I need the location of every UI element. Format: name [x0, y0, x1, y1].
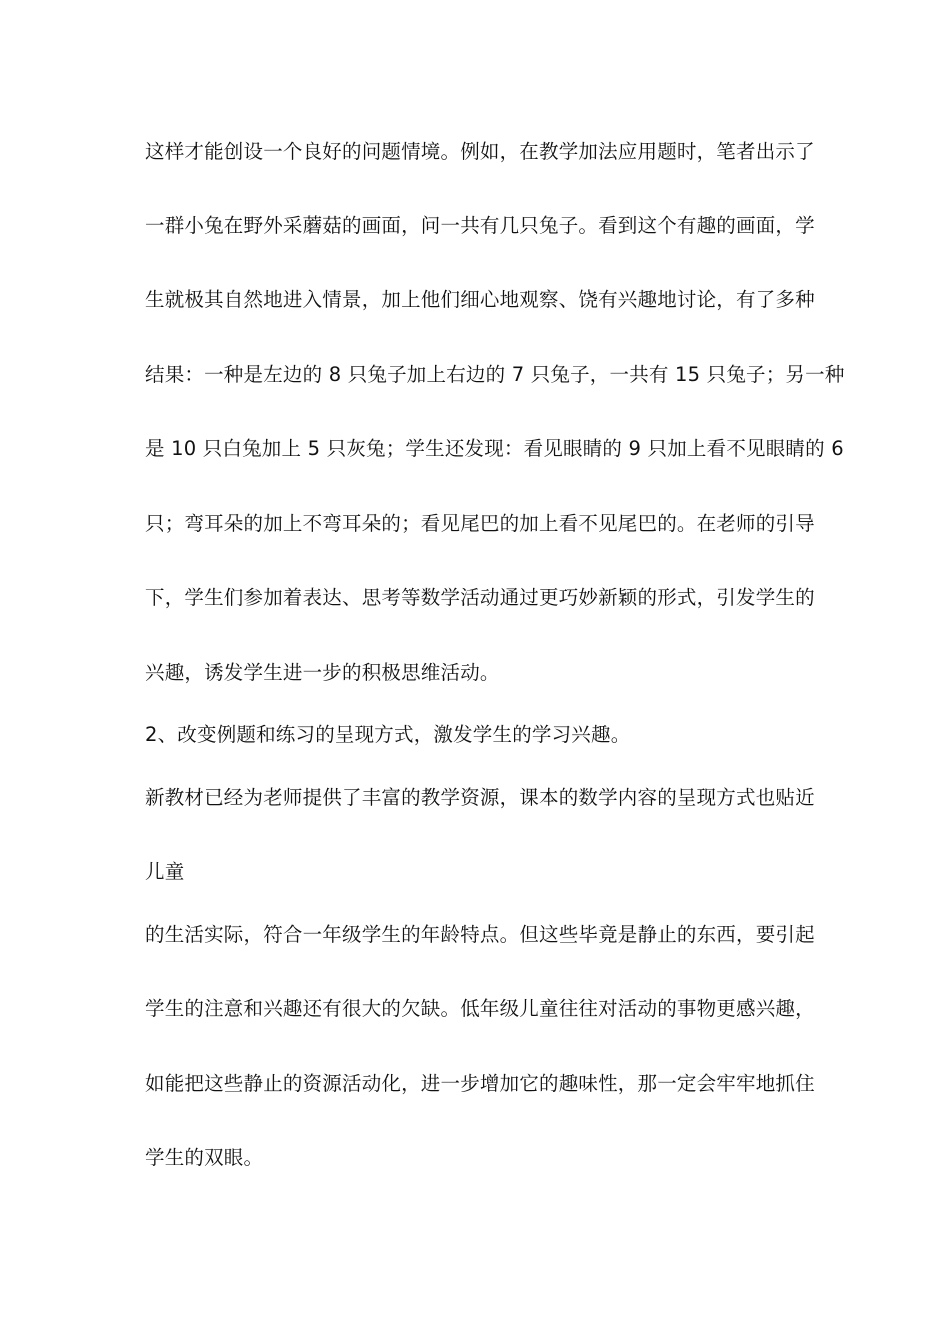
paragraph-1-line-1: 这样才能创设一个良好的问题情境。例如，在教学加法应用题时，笔者出示了: [145, 140, 815, 163]
paragraph-1-line-7: 下，学生们参加着表达、思考等数学活动通过更巧妙新颖的形式，引发学生的: [145, 586, 815, 609]
paragraph-2-line-6: 学生的双眼。: [145, 1146, 264, 1169]
paragraph-1-line-3: 生就极其自然地进入情景，加上他们细心地观察、饶有兴趣地讨论，有了多种: [145, 288, 815, 311]
paragraph-1-line-8: 兴趣，诱发学生进一步的积极思维活动。: [145, 661, 500, 684]
paragraph-2-line-5: 如能把这些静止的资源活动化，进一步增加它的趣味性，那一定会牢牢地抓住: [145, 1072, 815, 1095]
paragraph-2-line-2: 儿童: [145, 860, 185, 883]
paragraph-1-line-4: 结果：一种是左边的 8 只兔子加上右边的 7 只兔子，一共有 15 只兔子；另一种: [145, 363, 845, 386]
paragraph-2-line-4: 学生的注意和兴趣还有很大的欠缺。低年级儿童往往对活动的事物更感兴趣，: [145, 997, 815, 1020]
paragraph-1-line-2: 一群小兔在野外采蘑菇的画面，问一共有几只兔子。看到这个有趣的画面，学: [145, 214, 815, 237]
paragraph-1-line-6: 只；弯耳朵的加上不弯耳朵的；看见尾巴的加上看不见尾巴的。在老师的引导: [145, 512, 815, 535]
paragraph-2-line-3: 的生活实际，符合一年级学生的年龄特点。但这些毕竟是静止的东西，要引起: [145, 923, 815, 946]
paragraph-2-line-1: 新教材已经为老师提供了丰富的教学资源，课本的数学内容的呈现方式也贴近: [145, 786, 815, 809]
section-heading-2: 2、改变例题和练习的呈现方式，激发学生的学习兴趣。: [145, 723, 631, 746]
paragraph-1-line-5: 是 10 只白兔加上 5 只灰兔；学生还发现：看见眼睛的 9 只加上看不见眼睛的 6: [145, 437, 844, 460]
